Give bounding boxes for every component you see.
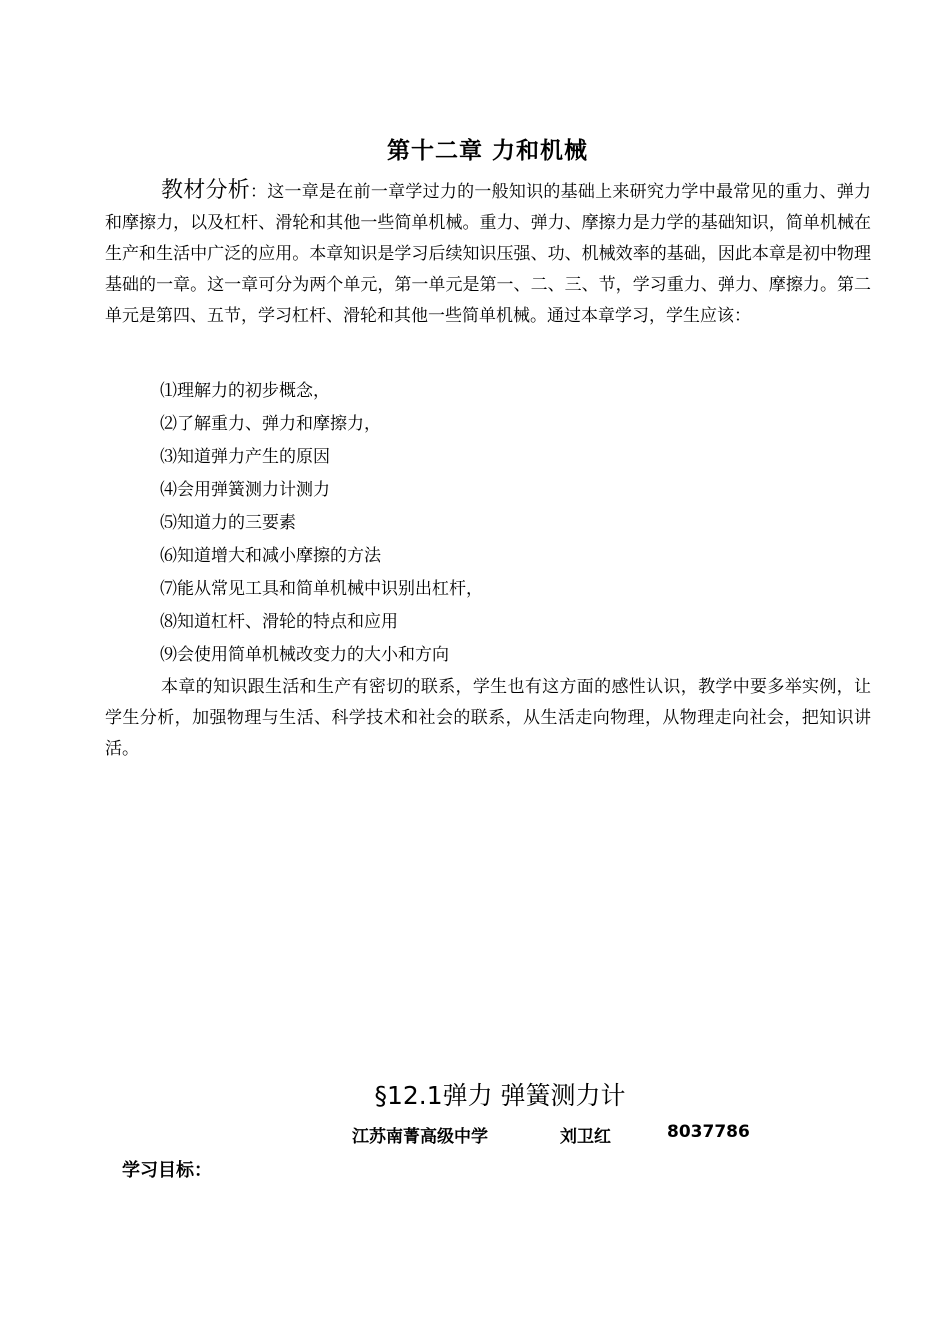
phone-number: 8037786 bbox=[667, 1122, 750, 1142]
goal-item: ⑼会使用简单机械改变力的大小和方向 bbox=[160, 645, 449, 665]
chapter-title: 第十二章 力和机械 bbox=[386, 138, 588, 164]
goal-item: ⑶知道弹力产生的原因 bbox=[160, 447, 330, 467]
author-name: 刘卫红 bbox=[560, 1127, 611, 1147]
goal-list bbox=[160, 375, 483, 672]
goal-item: ⑺能从常见工具和简单机械中识别出杠杆， bbox=[160, 579, 483, 599]
goal-item: ⑻知道杠杆、滑轮的特点和应用 bbox=[160, 612, 398, 632]
intro-paragraph bbox=[105, 175, 871, 332]
intro-lead: 教材分析 bbox=[161, 178, 251, 203]
goal-item: ⑸知道力的三要素 bbox=[160, 513, 296, 533]
closing-paragraph: 本章的知识跟生活和生产有密切的联系，学生也有这方面的感性认识，教学中要多举实例，让学生分析，加强物理与生活、科学技术和社会的联系，从生活走向物理，从物理走向社会，把知识讲活。 bbox=[105, 677, 871, 759]
goal-item: ⑷会用弹簧测力计测力 bbox=[160, 480, 330, 500]
goal-item: ⑹知道增大和减小摩擦的方法 bbox=[160, 546, 381, 566]
learning-goals-label: 学习目标： bbox=[122, 1160, 212, 1181]
section-title: §12.1弹力 弹簧测力计 bbox=[374, 1081, 626, 1110]
intro-text: ：这一章是在前一章学过力的一般知识的基础上来研究力学中最常见的重力、弹力和摩擦力，以及杠杆、滑轮和其他一些简单机械。重力、弹力、摩擦力是力学的基础知识，简单机械在生产和生活中广泛的应用。本章知识是学习后续知识压强、功、机械效率的基础，因此本章是初中物理基础的一章。这一章可分为两个单元，第一单元是第一、二、三、节，学习重力、弹力、摩擦力。第二单元是第四、五节，学习杠杆、滑轮和其他一些简单机械。通过本章学习，学生应该： bbox=[105, 182, 871, 326]
goal-item: ⑵了解重力、弹力和摩擦力， bbox=[160, 414, 381, 434]
goal-item: ⑴理解力的初步概念， bbox=[160, 381, 330, 401]
school-name: 江苏南菁高级中学 bbox=[352, 1127, 488, 1147]
